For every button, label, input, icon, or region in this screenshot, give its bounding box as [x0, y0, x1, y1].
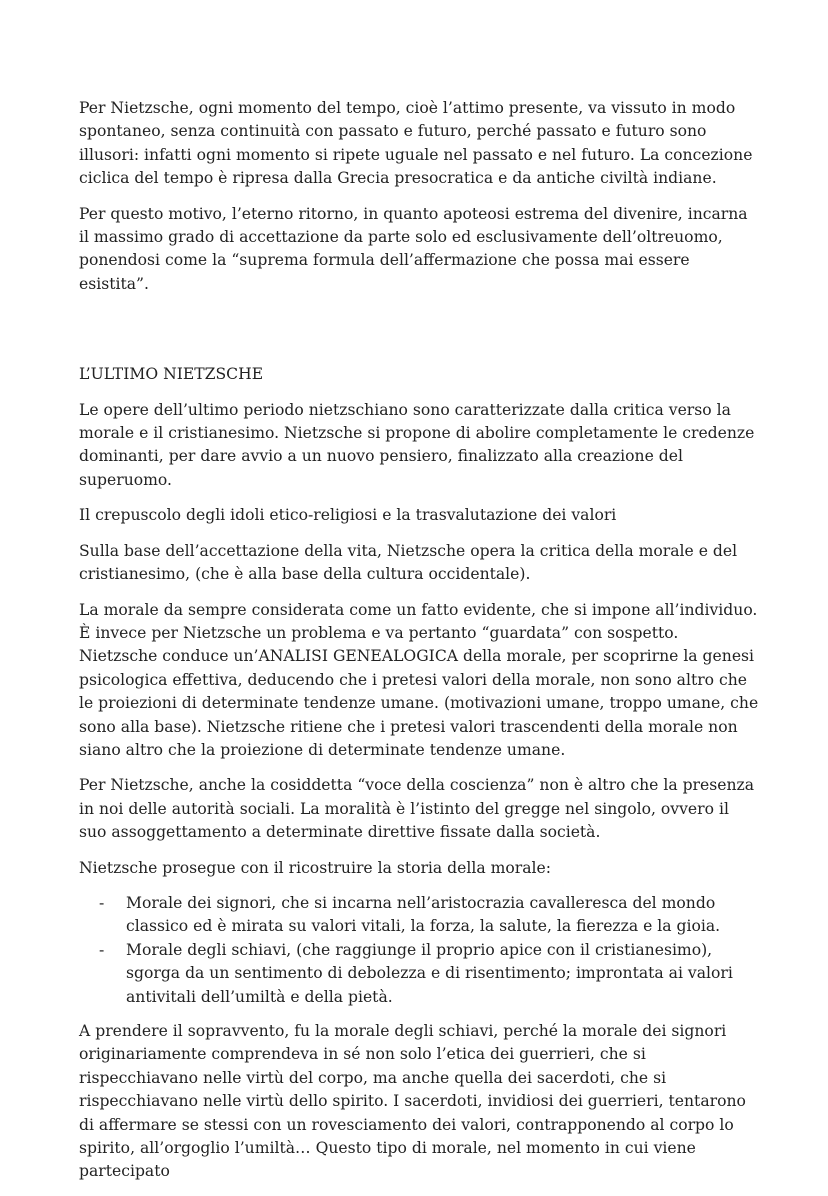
list-item-master-morality: - Morale dei signori, che si incarna nell’aristocrazia cavalleresca del mondo classico ed è mirata su valori vitali, la forza, la salute, la fierezza e la gioia.	[126, 892, 759, 939]
list-item-slave-morality: - Morale degli schiavi, (che raggiunge il proprio apice con il cristianesimo), sgorga da un sentimento di debolezza e di risentimento; improntata ai valori antivitali dell’umiltà e della pietà.	[126, 939, 759, 1009]
paragraph-eternal-return: Per questo motivo, l’eterno ritorno, in quanto apoteosi estrema del divenire, incarna il massimo grado di accettazione da parte solo ed esclusivamente dell’oltreuomo, ponendosi come la “suprema formula dell’affermazione che possa mai essere esistita”.	[79, 204, 748, 293]
paragraph-critique-morality: Sulla base dell’accettazione della vita, Nietzsche opera la critica della morale e del cristianesimo, (che è alla base della cultura occidentale).	[79, 541, 738, 584]
paragraph-eternal-present: Per Nietzsche, ogni momento del tempo, cioè l’attimo presente, va vissuto in modo spontaneo, senza continuità con passato e futuro, perché passato e futuro sono illusori: infatti ogni momento si ripete uguale nel passato e nel futuro. La concezione ciclica del tempo è ripresa dalla Grecia presocratica e da antiche civiltà indiane.	[79, 99, 753, 188]
document-page	[79, 97, 759, 1196]
paragraph-slave-morality-prevails: A prendere il sopravvento, fu la morale degli schiavi, perché la morale dei signori originariamente comprendeva in sé non solo l’etica dei guerrieri, che si rispecchiavano nelle virtù del corpo, ma anche quella dei sacerdoti, che si rispecchiavano nelle virtù dello spirito. I sacerdoti, invidiosi dei guerrieri, tentarono di affermare se stessi con un rovesciamento dei valori, contrapponendo al corpo lo spirito, all’orgoglio l’umiltà… Questo tipo di morale, nel momento in cui viene partecipato	[79, 1022, 746, 1181]
paragraph-history-intro: Nietzsche prosegue con il ricostruire la storia della morale:	[79, 858, 552, 877]
paragraph-genealogy: La morale da sempre considerata come un fatto evidente, che si impone all’individuo. È invece per Nietzsche un problema e va pertanto “guardata” con sospetto. Nietzsche conduce un’ANALISI GENEALOGICA della morale, per scoprirne la genesi psicologica effettiva, deducendo che i pretesi valori della morale, non sono altro che le proiezioni di determinate tendenze umane. (motivazioni umane, troppo umane, che sono alla base). Nietzsche ritiene che i pretesi valori trascendenti della morale non siano altro che la proiezione di determinate tendenze umane.	[79, 600, 759, 759]
morality-types-list	[79, 892, 759, 1009]
paragraph-conscience: Per Nietzsche, anche la cosiddetta “voce della coscienza” non è altro che la presenza in noi delle autorità sociali. La moralità è l’istinto del gregge nel singolo, ovvero il suo assoggettamento a determinate direttive fissate dalla società.	[79, 776, 755, 842]
section-heading: L’ULTIMO NIETZSCHE	[79, 365, 264, 384]
subheading-twilight-of-idols: Il crepuscolo degli idoli etico-religiosi e la trasvalutazione dei valori	[79, 506, 617, 525]
paragraph-late-works: Le opere dell’ultimo periodo nietzschiano sono caratterizzate dalla critica verso la morale e il cristianesimo. Nietzsche si propone di abolire completamente le credenze dominanti, per dare avvio a un nuovo pensiero, finalizzato alla creazione del superuomo.	[79, 400, 755, 489]
